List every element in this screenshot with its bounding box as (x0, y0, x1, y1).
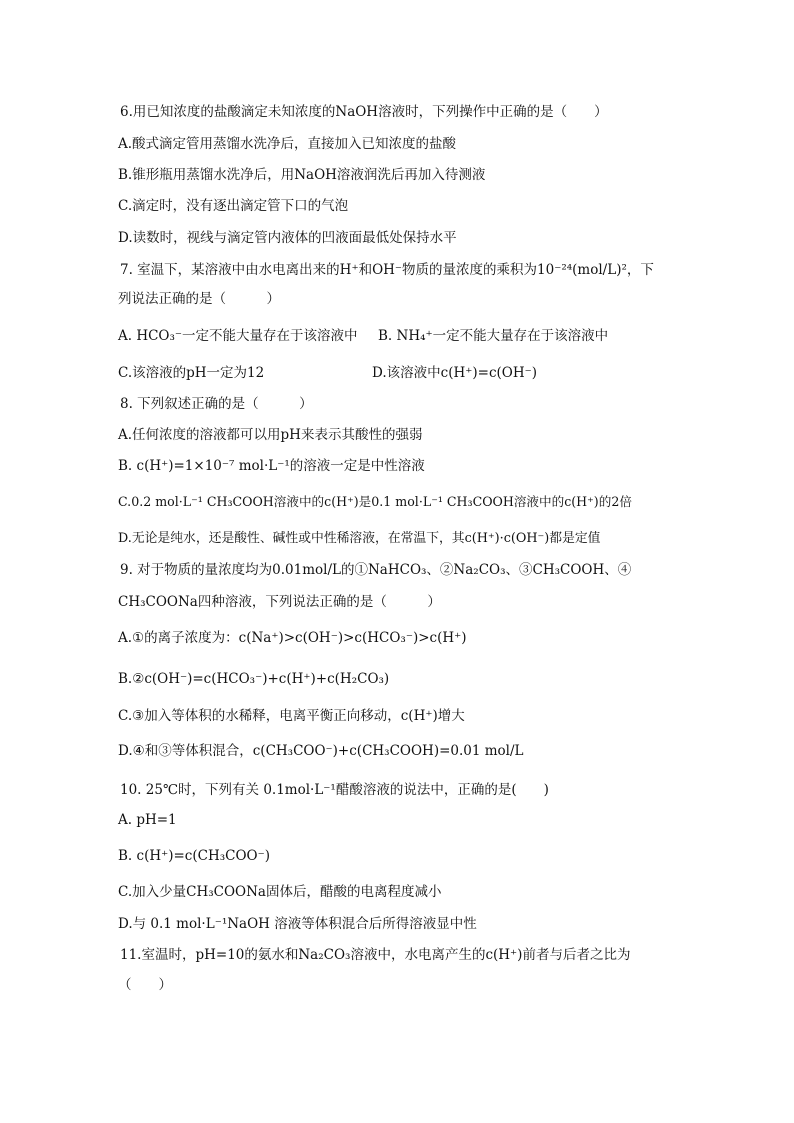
q9-option-a: A.①的离子浓度为：c(Na⁺)>c(OH⁻)>c(HCO₃⁻)>c(H⁺) (118, 630, 467, 646)
q11-stem-line2: （ ） (118, 977, 172, 993)
q9-stem-line2: CH₃COONa四种溶液，下列说法正确的是（ ） (118, 594, 441, 610)
q10-option-a: A. pH=1 (118, 812, 177, 828)
q6-option-a: A.酸式滴定管用蒸馏水洗净后，直接加入已知浓度的盐酸 (118, 136, 457, 152)
q7-option-a: A. HCO₃⁻一定不能大量存在于该溶液中 (118, 328, 358, 344)
q6-option-d: D.读数时，视线与滴定管内液体的凹液面最低处保持水平 (118, 230, 457, 246)
q8-option-d: D.无论是纯水，还是酸性、碱性或中性稀溶液，在常温下，其c(H⁺)·c(OH⁻)都是定值 (118, 531, 601, 546)
q8-option-a: A.任何浓度的溶液都可以用pH来表示其酸性的强弱 (118, 427, 423, 443)
q7-stem-line1: 7. 室温下，某溶液中由水电离出来的H⁺和OH⁻物质的量浓度的乘积为10⁻²⁴(mol/L)²，下 (120, 262, 654, 278)
q9-stem-line1: 9. 对于物质的量浓度均为0.01mol/L的①NaHCO₃、②Na₂CO₃、③CH₃COOH、④ (120, 562, 632, 578)
q9-option-d: D.④和③等体积混合，c(CH₃COO⁻)+c(CH₃COOH)=0.01 mol/L (118, 743, 524, 759)
q9-option-b: B.②c(OH⁻)=c(HCO₃⁻)+c(H⁺)+c(H₂CO₃) (118, 671, 390, 687)
q7-option-b: B. NH₄⁺一定不能大量存在于该溶液中 (378, 328, 609, 344)
q8-option-b: B. c(H⁺)=1×10⁻⁷ mol·L⁻¹的溶液一定是中性溶液 (118, 458, 425, 474)
q10-option-c: C.加入少量CH₃COONa固体后，醋酸的电离程度减小 (118, 884, 442, 900)
q7-option-d: D.该溶液中c(H⁺)=c(OH⁻) (372, 365, 537, 381)
q6-option-c: C.滴定时，没有逐出滴定管下口的气泡 (118, 198, 349, 214)
q9-option-c: C.③加入等体积的水稀释，电离平衡正向移动，c(H⁺)增大 (118, 708, 465, 724)
q10-stem: 10. 25℃时，下列有关 0.1mol·L⁻¹醋酸溶液的说法中，正确的是( ) (120, 782, 549, 798)
q7-stem-line2: 列说法正确的是（ ） (118, 291, 280, 307)
q8-stem: 8. 下列叙述正确的是（ ） (120, 396, 313, 412)
q10-option-b: B. c(H⁺)=c(CH₃COO⁻) (118, 848, 271, 864)
q7-option-c: C.该溶液的pH一定为12 (118, 365, 265, 381)
q6-stem: 6.用已知浓度的盐酸滴定未知浓度的NaOH溶液时，下列操作中正确的是（ ） (120, 104, 608, 120)
q11-stem-line1: 11.室温时，pH=10的氨水和Na₂CO₃溶液中，水电离产生的c(H⁺)前者与后者之比为 (120, 947, 631, 963)
q8-option-c: C.0.2 mol·L⁻¹ CH₃COOH溶液中的c(H⁺)是0.1 mol·L⁻¹ CH₃COOH溶液中的c(H⁺)的2倍 (118, 494, 632, 509)
q6-option-b: B.锥形瓶用蒸馏水洗净后，用NaOH溶液润洗后再加入待测液 (118, 167, 486, 183)
q10-option-d: D.与 0.1 mol·L⁻¹NaOH 溶液等体积混合后所得溶液显中性 (118, 916, 477, 932)
